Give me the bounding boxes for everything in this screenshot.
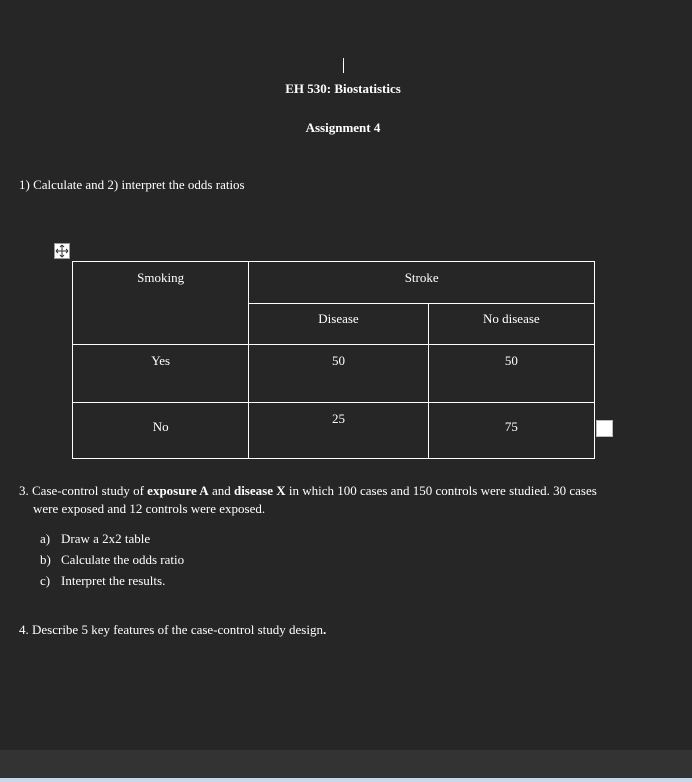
list-item-text: Interpret the results. (61, 573, 166, 588)
odds-ratio-table (72, 261, 595, 459)
list-item-label: c) (40, 573, 51, 588)
no-disease-header-cell[interactable]: No disease (428, 304, 594, 345)
question-3 (19, 482, 669, 518)
list-item (40, 552, 184, 573)
bottom-edge (0, 778, 692, 782)
outcome-header-cell[interactable]: Stroke (249, 262, 595, 304)
value-cell[interactable]: 50 (428, 345, 594, 403)
value-cell[interactable]: 75 (428, 403, 594, 459)
question-3-and: and (208, 483, 234, 498)
table-row (73, 403, 595, 459)
exposure-term: exposure A (147, 483, 209, 498)
question-4-text: 4. Describe 5 key features of the case-control study design (19, 622, 323, 637)
value-cell[interactable]: 50 (249, 345, 428, 403)
disease-term: disease X (233, 483, 286, 498)
list-item-text: Draw a 2x2 table (61, 531, 151, 546)
table-row (73, 345, 595, 403)
question-4-end: . (322, 622, 327, 637)
list-item-label: a) (40, 531, 51, 546)
assignment-title: Assignment 4 (305, 120, 381, 135)
row-label-cell[interactable]: Yes (73, 345, 249, 403)
question-3-continuation: were exposed and 12 controls were exposed. (33, 501, 266, 516)
question-3-rest: in which 100 cases and 150 controls were studied. 30 cases (285, 483, 597, 498)
course-title: EH 530: Biostatistics (285, 81, 401, 96)
table-resize-handle[interactable] (596, 420, 613, 437)
row-label-cell[interactable]: No (73, 403, 249, 459)
table-move-handle-icon[interactable] (54, 243, 70, 259)
status-bar (0, 750, 692, 778)
exposure-header-cell[interactable]: Smoking (73, 262, 249, 345)
question-3-subitems (40, 531, 184, 594)
list-item (40, 531, 184, 552)
value-cell[interactable]: 25 (249, 403, 428, 459)
list-item (40, 573, 184, 594)
text-cursor (343, 58, 344, 73)
question-1: 1) Calculate and 2) interpret the odds ratios (19, 177, 245, 192)
question-3-prefix: 3. Case-control study of (19, 483, 148, 498)
table-row (73, 262, 595, 304)
disease-header-cell[interactable]: Disease (249, 304, 428, 345)
list-item-label: b) (40, 552, 51, 567)
list-item-text: Calculate the odds ratio (61, 552, 185, 567)
question-4 (19, 622, 326, 638)
